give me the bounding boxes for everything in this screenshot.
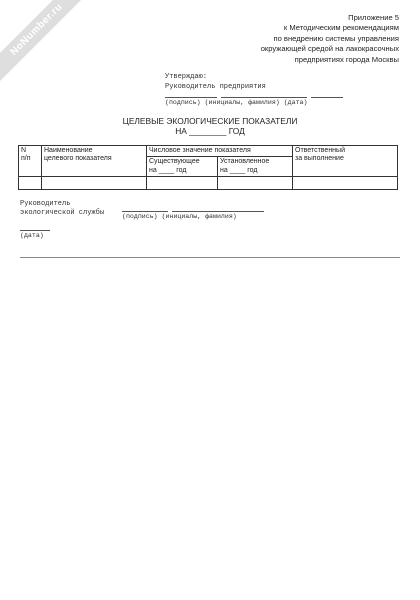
title-line-1: ЦЕЛЕВЫЕ ЭКОЛОГИЧЕСКИЕ ПОКАЗАТЕЛИ (122, 116, 298, 126)
signature-role-line-2: экологической службы (20, 208, 105, 217)
appendix-line: по внедрению системы управления (273, 33, 399, 43)
approval-date-line (311, 97, 343, 98)
appendix-line: окружающей средой на лакокрасочных (260, 44, 399, 54)
signature-date-line (20, 230, 50, 231)
approval-name-line (221, 97, 307, 98)
table-header-row (19, 146, 398, 157)
signature-captions: (подпись) (инициалы, фамилия) (122, 213, 237, 220)
signature-role-line-1: Руководитель (20, 200, 71, 208)
header-responsible: Ответственный за выполнение (293, 146, 398, 177)
watermark-ribbon: NoNumber.ru (0, 0, 97, 90)
document-title (0, 116, 420, 136)
approval-block (165, 72, 266, 92)
header-numeric-value: Числовое значение показателя (147, 146, 293, 157)
header-number: N п/п (19, 146, 42, 177)
signature-line (122, 211, 168, 212)
approval-captions: (подпись) (инициалы, фамилия) (дата) (165, 99, 308, 106)
appendix-line: к Методическим рекомендациям (283, 23, 399, 33)
table-row (19, 177, 398, 190)
table-cell (147, 177, 218, 190)
table-cell (218, 177, 293, 190)
table-cell (293, 177, 398, 190)
appendix-line: предприятиях города Москвы (294, 54, 399, 64)
appendix-note (209, 13, 399, 65)
bottom-divider (20, 257, 400, 258)
table-cell (42, 177, 147, 190)
indicators-table (18, 145, 398, 190)
appendix-line: Приложение 5 (348, 13, 399, 22)
signature-name-line (172, 211, 264, 212)
approval-heading: Утверждаю: (165, 73, 208, 81)
approval-role: Руководитель предприятия (165, 83, 266, 91)
approval-signature-line (165, 97, 217, 98)
header-indicator-name: Наименование целевого показателя (42, 146, 147, 177)
ecology-service-signature (20, 200, 104, 218)
signature-date-caption: (дата) (20, 232, 44, 239)
title-line-2: НА ________ ГОД (175, 126, 245, 136)
header-target-value: Установленное на ____ год (218, 157, 293, 177)
table-cell (19, 177, 42, 190)
header-current-value: Существующее на ____ год (147, 157, 218, 177)
